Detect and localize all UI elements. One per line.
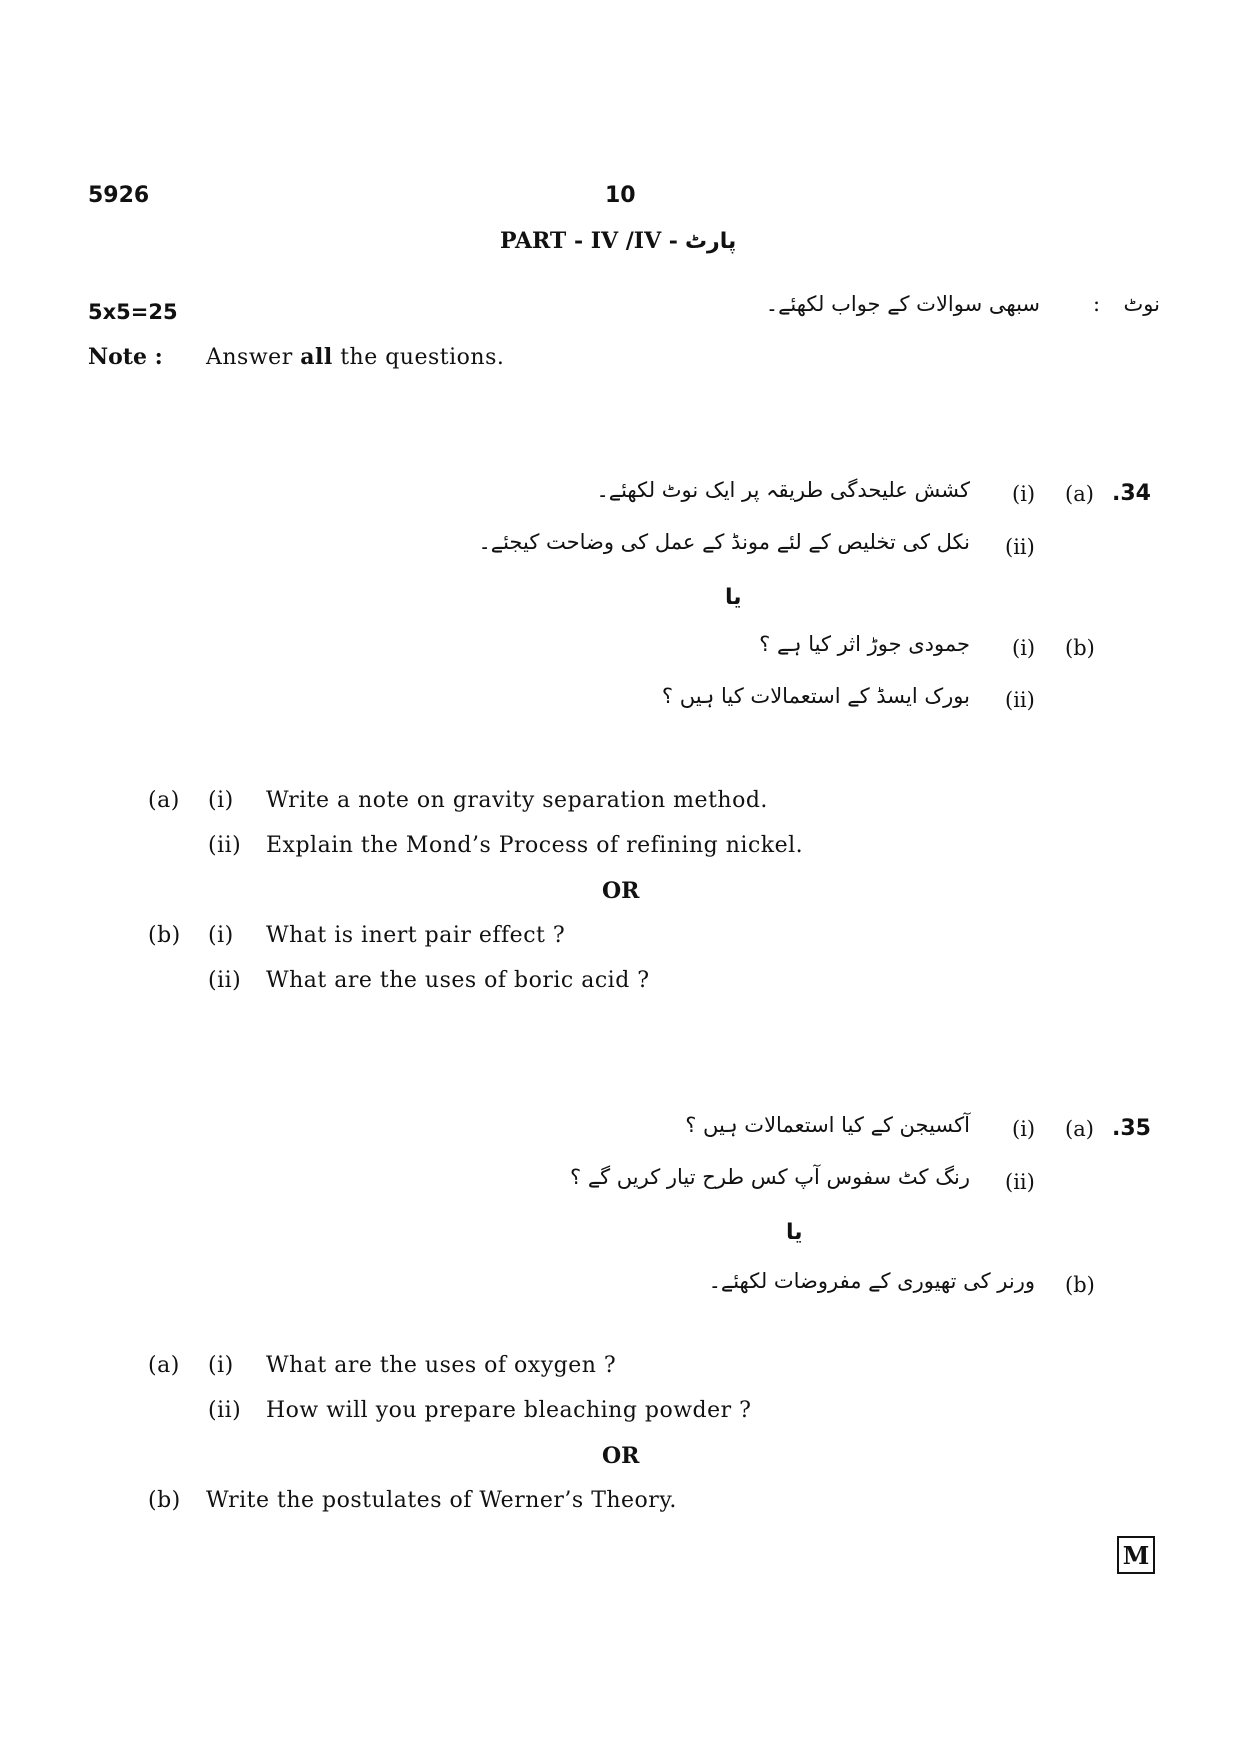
q35-en-a-ii-label: (ii) [208, 1398, 242, 1423]
q34-en-a-i-label: (i) [208, 788, 234, 813]
q35-en-b-label: (b) [148, 1488, 181, 1513]
q34-en-a-ii-text: Explain the Mond’s Process of refining nickel. [266, 833, 804, 858]
q35-en-a-i-label: (i) [208, 1353, 234, 1378]
medium-code-box: M [1117, 1536, 1155, 1574]
q34-en-b-i-label: (i) [208, 923, 234, 948]
q34-ur-a-ii-text: نکل کی تخلیص کے لئے مونڈ کے عمل کی وضاحت کیجئے۔ [478, 530, 970, 554]
note-ur-colon: : [1093, 292, 1101, 316]
q34-en-b-ii-label: (ii) [208, 968, 242, 993]
q34-ur-b-label: (b) [1065, 636, 1095, 660]
q35-ur-a-label: (a) [1065, 1117, 1094, 1141]
q35-en-or: OR [602, 1443, 640, 1469]
note-text-after: the questions. [340, 345, 505, 370]
part-title-ur: پارٹ [684, 229, 737, 254]
note-label: Note : [88, 344, 163, 370]
q34-en-b-ii-text: What are the uses of boric acid ? [266, 968, 650, 993]
q35-ur-b-text: ورنر کی تھیوری کے مفروضات لکھئے۔ [708, 1269, 1035, 1293]
paper-code: 5926 [88, 183, 150, 208]
q35-number: .35 [1112, 1116, 1151, 1141]
q34-en-or: OR [602, 878, 640, 904]
q35-en-a-i-text: What are the uses of oxygen ? [266, 1353, 617, 1378]
q34-ur-b-ii-text: بورک ایسڈ کے استعمالات کیا ہیں ؟ [661, 684, 970, 708]
q35-ur-b-label: (b) [1065, 1273, 1095, 1297]
q35-ur-or: یا [786, 1220, 803, 1245]
q35-en-a-ii-text: How will you prepare bleaching powder ? [266, 1398, 752, 1423]
q34-ur-a-label: (a) [1065, 482, 1094, 506]
q34-ur-a-i-label: (i) [1012, 482, 1036, 506]
q34-ur-b-i-text: جمودی جوڑ اثر کیا ہے ؟ [759, 632, 970, 656]
note-ur-text: سبھی سوالات کے جواب لکھئے۔ [765, 292, 1040, 316]
q34-ur-a-ii-label: (ii) [1005, 535, 1035, 559]
part-title-en: PART - IV /IV - [500, 228, 678, 254]
q34-ur-b-i-label: (i) [1012, 636, 1036, 660]
q34-en-b-i-text: What is inert pair effect ? [266, 923, 566, 948]
q34-en-a-label: (a) [148, 788, 180, 813]
q35-ur-a-i-label: (i) [1012, 1117, 1036, 1141]
q34-ur-or: یا [725, 585, 742, 610]
q34-ur-a-i-text: کشش علیحدگی طریقہ پر ایک نوٹ لکھئے۔ [596, 478, 970, 502]
q35-en-b-text: Write the postulates of Werner’s Theory. [206, 1488, 677, 1513]
note-text [206, 344, 504, 370]
q35-en-a-label: (a) [148, 1353, 180, 1378]
note-text-before: Answer [206, 345, 293, 370]
note-text-bold: all [300, 344, 333, 370]
marks-scheme: 5x5=25 [88, 300, 178, 324]
q34-en-b-label: (b) [148, 923, 181, 948]
q34-en-a-ii-label: (ii) [208, 833, 242, 858]
page-number: 10 [605, 183, 636, 208]
q35-ur-a-ii-label: (ii) [1005, 1170, 1035, 1194]
q35-ur-a-ii-text: رنگ کٹ سفوس آپ کس طرح تیار کریں گے ؟ [570, 1165, 970, 1189]
q34-number: .34 [1112, 481, 1151, 506]
q34-ur-b-ii-label: (ii) [1005, 688, 1035, 712]
note-ur-label: نوٹ [1123, 292, 1160, 316]
q34-en-a-i-text: Write a note on gravity separation method. [266, 788, 768, 813]
part-title [500, 228, 736, 254]
q35-ur-a-i-text: آکسیجن کے کیا استعمالات ہیں ؟ [685, 1113, 970, 1137]
